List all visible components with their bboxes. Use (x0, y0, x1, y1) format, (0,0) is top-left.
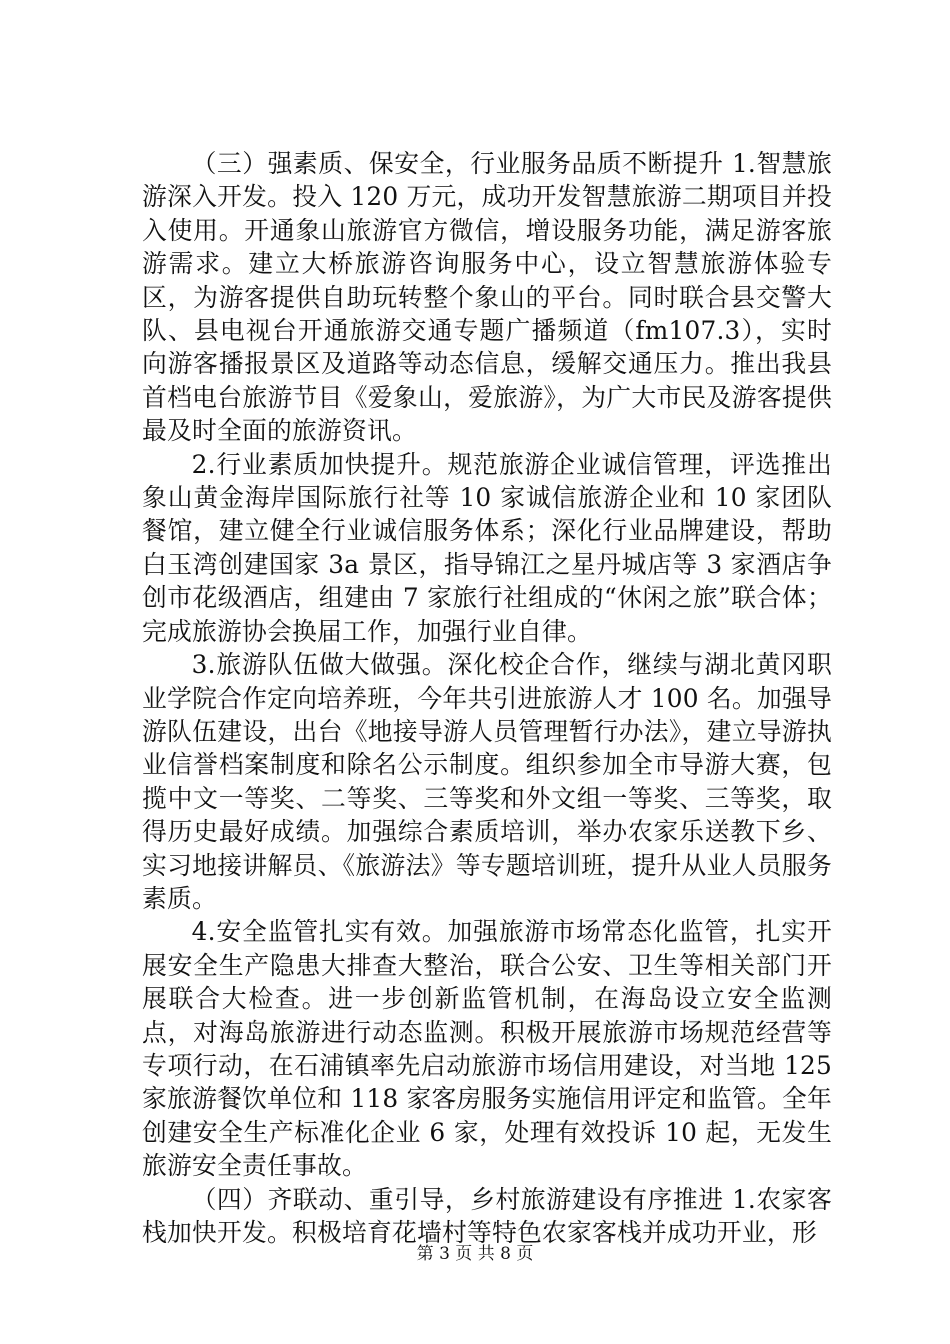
paragraph-section-3-smart-tourism: （三）强素质、保安全，行业服务品质不断提升 1.智慧旅游深入开发。投入 120 万元，成功开发智慧旅游二期项目并投入使用。开通象山旅游官方微信，增设服务功能，满足游客旅游需求。建立大桥旅游咨询服务中心，设立智慧旅游体验专区，为游客提供自助玩转整个象山的平台。同时联合县交警大队、县电视台开通旅游交通专题广播频道（fm107.3），实时向游客播报景区及道路等动态信息，缓解交通压力。推出我县首档电台旅游节目《爱象山，爱旅游》，为广大市民及游客提供最及时全面的旅游资讯。 (142, 149, 832, 446)
page-number-footer: 第 3 页 共 8 页 (416, 1244, 534, 1264)
paragraph-safety-supervision: 4.安全监管扎实有效。加强旅游市场常态化监管，扎实开展安全生产隐患大排查大整治，联合公安、卫生等相关部门开展联合大检查。进一步创新监管机制，在海岛设立安全监测点，对海岛旅游进行动态监测。积极开展旅游市场规范经营等专项行动，在石浦镇率先启动旅游市场信用建设，对当地 125 家旅游餐饮单位和 118 家客房服务实施信用评定和监管。全年创建安全生产标准化企业 6 家，处理有效投诉 10 起，无发生旅游安全责任事故。 (142, 917, 832, 1181)
paragraph-tourism-team: 3.旅游队伍做大做强。深化校企合作，继续与湖北黄冈职业学院合作定向培养班，今年共引进旅游人才 100 名。加强导游队伍建设，出台《地接导游人员管理暂行办法》，建立导游执业信誉档案制度和除名公示制度。组织参加全市导游大赛，包揽中文一等奖、二等奖、三等奖和外文组一等奖、三等奖，取得历史最好成绩。加强综合素质培训，举办农家乐送教下乡、实习地接讲解员、《旅游法》等专题培训班，提升从业人员服务素质。 (142, 650, 832, 913)
document-body (142, 147, 832, 1249)
paragraph-section-4-rural-tourism: （四）齐联动、重引导，乡村旅游建设有序推进 1.农家客栈加快开发。积极培育花墙村等特色农家客栈并成功开业，形 (142, 1184, 832, 1247)
paragraph-industry-quality: 2.行业素质加快提升。规范旅游企业诚信管理，评选推出象山黄金海岸国际旅行社等 10 家诚信旅游企业和 10 家团队餐馆，建立健全行业诚信服务体系；深化行业品牌建设，帮助白玉湾创建国家 3a 景区，指导锦江之星丹城店等 3 家酒店争创市花级酒店，组建由 7 家旅行社组成的“休闲之旅”联合体；完成旅游协会换届工作，加强行业自律。 (142, 449, 832, 646)
